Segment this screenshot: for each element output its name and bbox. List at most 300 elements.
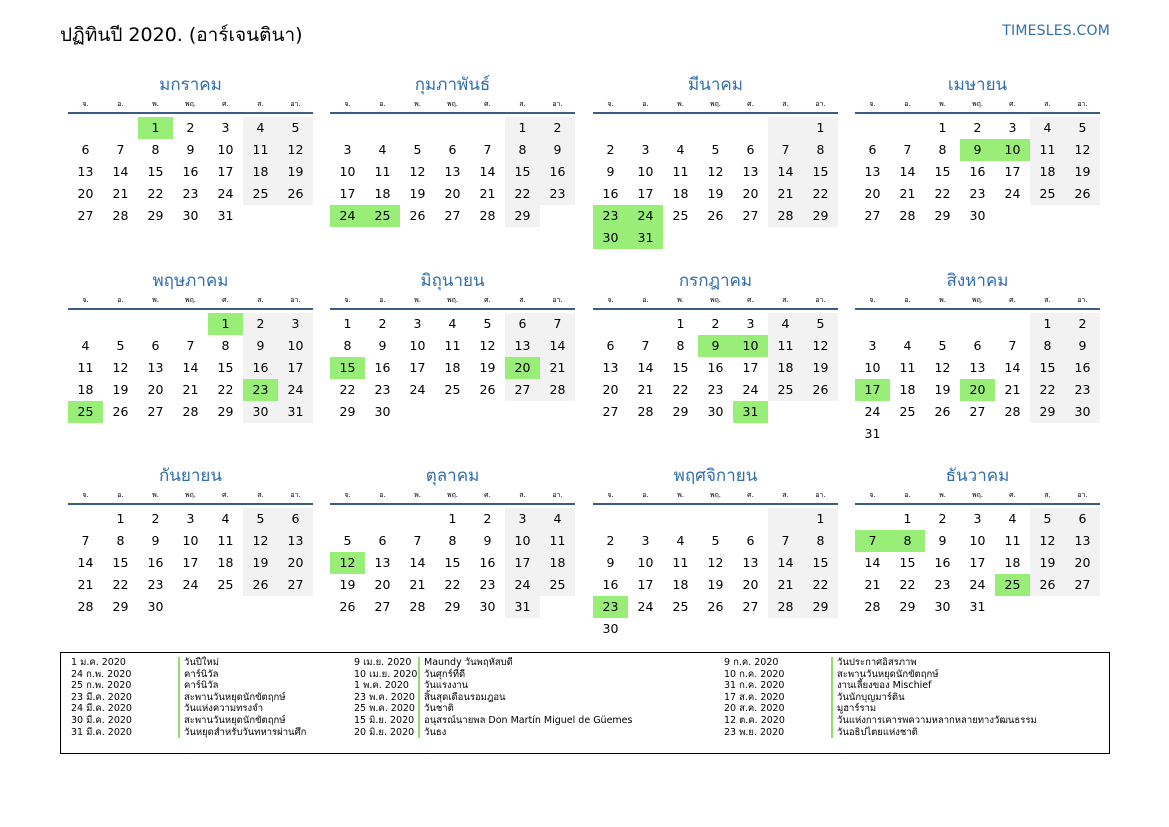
day-cell[interactable]: 6 — [746, 533, 755, 548]
day-cell[interactable]: 26 — [707, 599, 724, 614]
day-cell[interactable]: 20 — [742, 186, 759, 201]
day-cell[interactable]: 6 — [606, 338, 615, 353]
day-cell[interactable]: 4 — [676, 533, 685, 548]
day-cell[interactable]: 12 — [707, 164, 724, 179]
day-cell[interactable]: 31 — [217, 208, 234, 223]
day-cell[interactable]: 27 — [864, 208, 881, 223]
day-cell[interactable]: 12 — [278, 139, 313, 161]
day-cell[interactable]: 9 — [606, 164, 615, 179]
day-cell[interactable]: 1 — [343, 316, 352, 331]
day-cell[interactable]: 13 — [969, 360, 986, 375]
day-cell[interactable]: 28 — [409, 599, 426, 614]
day-cell[interactable]: 28 — [637, 404, 654, 419]
day-cell[interactable]: 11 — [672, 555, 689, 570]
day-cell[interactable]: 31 — [969, 599, 986, 614]
day-cell[interactable]: 9 — [151, 533, 160, 548]
holiday-day-cell[interactable]: 17 — [855, 379, 890, 401]
day-cell[interactable]: 27 — [602, 404, 619, 419]
day-cell[interactable]: 10 — [278, 335, 313, 357]
day-cell[interactable]: 4 — [1030, 117, 1065, 139]
day-cell[interactable]: 17 — [339, 186, 356, 201]
day-cell[interactable]: 22 — [112, 577, 129, 592]
day-cell[interactable]: 5 — [803, 313, 838, 335]
day-cell[interactable]: 14 — [479, 164, 496, 179]
day-cell[interactable]: 2 — [1065, 313, 1100, 335]
day-cell[interactable]: 15 — [505, 161, 540, 183]
day-cell[interactable]: 6 — [746, 142, 755, 157]
day-cell[interactable]: 3 — [278, 313, 313, 335]
day-cell[interactable]: 29 — [217, 404, 234, 419]
day-cell[interactable]: 8 — [151, 142, 160, 157]
day-cell[interactable]: 11 — [768, 335, 803, 357]
day-cell[interactable]: 1 — [803, 117, 838, 139]
day-cell[interactable]: 27 — [278, 574, 313, 596]
day-cell[interactable]: 24 — [217, 186, 234, 201]
holiday-day-cell[interactable]: 9 — [960, 139, 995, 161]
day-cell[interactable]: 20 — [374, 577, 391, 592]
day-cell[interactable]: 15 — [803, 161, 838, 183]
day-cell[interactable]: 10 — [864, 360, 881, 375]
day-cell[interactable]: 14 — [768, 552, 803, 574]
site-link[interactable]: TIMESLES.COM — [1002, 23, 1110, 39]
day-cell[interactable]: 26 — [409, 208, 426, 223]
day-cell[interactable]: 19 — [112, 382, 129, 397]
day-cell[interactable]: 3 — [343, 142, 352, 157]
day-cell[interactable]: 13 — [1065, 530, 1100, 552]
day-cell[interactable]: 7 — [116, 142, 125, 157]
day-cell[interactable]: 19 — [1030, 552, 1065, 574]
day-cell[interactable]: 12 — [1030, 530, 1065, 552]
day-cell[interactable]: 1 — [505, 117, 540, 139]
day-cell[interactable]: 23 — [707, 382, 724, 397]
day-cell[interactable]: 28 — [540, 379, 575, 401]
day-cell[interactable]: 10 — [637, 555, 654, 570]
day-cell[interactable]: 26 — [479, 382, 496, 397]
day-cell[interactable]: 17 — [1004, 164, 1021, 179]
day-cell[interactable]: 9 — [938, 533, 947, 548]
day-cell[interactable]: 30 — [969, 208, 986, 223]
day-cell[interactable]: 19 — [803, 357, 838, 379]
day-cell[interactable]: 18 — [672, 577, 689, 592]
day-cell[interactable]: 19 — [479, 360, 496, 375]
day-cell[interactable]: 4 — [768, 313, 803, 335]
day-cell[interactable]: 8 — [803, 139, 838, 161]
day-cell[interactable]: 21 — [1004, 382, 1021, 397]
day-cell[interactable]: 21 — [864, 577, 881, 592]
day-cell[interactable]: 24 — [969, 577, 986, 592]
day-cell[interactable]: 8 — [803, 530, 838, 552]
holiday-day-cell[interactable]: 23 — [243, 379, 278, 401]
day-cell[interactable]: 24 — [505, 574, 540, 596]
day-cell[interactable]: 1 — [676, 316, 685, 331]
day-cell[interactable]: 26 — [707, 208, 724, 223]
day-cell[interactable]: 18 — [243, 161, 278, 183]
day-cell[interactable]: 1 — [1030, 313, 1065, 335]
day-cell[interactable]: 12 — [479, 338, 496, 353]
holiday-day-cell[interactable]: 1 — [138, 117, 173, 139]
day-cell[interactable]: 24 — [182, 577, 199, 592]
day-cell[interactable]: 5 — [711, 533, 720, 548]
day-cell[interactable]: 29 — [672, 404, 689, 419]
day-cell[interactable]: 7 — [483, 142, 492, 157]
day-cell[interactable]: 18 — [1004, 555, 1021, 570]
day-cell[interactable]: 13 — [505, 335, 540, 357]
day-cell[interactable]: 11 — [1030, 139, 1065, 161]
day-cell[interactable]: 2 — [711, 316, 720, 331]
day-cell[interactable]: 20 — [864, 186, 881, 201]
day-cell[interactable]: 7 — [768, 139, 803, 161]
day-cell[interactable]: 5 — [243, 508, 278, 530]
day-cell[interactable]: 3 — [505, 508, 540, 530]
day-cell[interactable]: 11 — [243, 139, 278, 161]
day-cell[interactable]: 4 — [676, 142, 685, 157]
day-cell[interactable]: 1 — [938, 120, 947, 135]
day-cell[interactable]: 25 — [243, 183, 278, 205]
day-cell[interactable]: 14 — [637, 360, 654, 375]
day-cell[interactable]: 6 — [868, 142, 877, 157]
day-cell[interactable]: 29 — [934, 208, 951, 223]
day-cell[interactable]: 30 — [243, 401, 278, 423]
day-cell[interactable]: 5 — [711, 142, 720, 157]
day-cell[interactable]: 20 — [602, 382, 619, 397]
day-cell[interactable]: 26 — [1030, 574, 1065, 596]
day-cell[interactable]: 9 — [1065, 335, 1100, 357]
holiday-day-cell[interactable]: 23 — [593, 205, 628, 227]
day-cell[interactable]: 10 — [505, 530, 540, 552]
day-cell[interactable]: 9 — [483, 533, 492, 548]
day-cell[interactable]: 13 — [374, 555, 391, 570]
day-cell[interactable]: 13 — [444, 164, 461, 179]
day-cell[interactable]: 22 — [1030, 379, 1065, 401]
day-cell[interactable]: 13 — [742, 164, 759, 179]
day-cell[interactable]: 22 — [505, 183, 540, 205]
day-cell[interactable]: 15 — [147, 164, 164, 179]
day-cell[interactable]: 5 — [483, 316, 492, 331]
day-cell[interactable]: 2 — [378, 316, 387, 331]
day-cell[interactable]: 19 — [934, 382, 951, 397]
day-cell[interactable]: 29 — [803, 596, 838, 618]
day-cell[interactable]: 13 — [77, 164, 94, 179]
day-cell[interactable]: 15 — [934, 164, 951, 179]
day-cell[interactable]: 22 — [217, 382, 234, 397]
day-cell[interactable]: 22 — [803, 183, 838, 205]
day-cell[interactable]: 9 — [378, 338, 387, 353]
day-cell[interactable]: 18 — [1030, 161, 1065, 183]
day-cell[interactable]: 29 — [444, 599, 461, 614]
day-cell[interactable]: 24 — [1004, 186, 1021, 201]
day-cell[interactable]: 22 — [147, 186, 164, 201]
day-cell[interactable]: 30 — [934, 599, 951, 614]
day-cell[interactable]: 1 — [903, 511, 912, 526]
day-cell[interactable]: 16 — [934, 555, 951, 570]
day-cell[interactable]: 22 — [444, 577, 461, 592]
day-cell[interactable]: 22 — [339, 382, 356, 397]
day-cell[interactable]: 28 — [899, 208, 916, 223]
day-cell[interactable]: 31 — [505, 596, 540, 618]
holiday-day-cell[interactable]: 20 — [960, 379, 995, 401]
day-cell[interactable]: 7 — [768, 530, 803, 552]
day-cell[interactable]: 24 — [278, 379, 313, 401]
day-cell[interactable]: 23 — [182, 186, 199, 201]
day-cell[interactable]: 5 — [343, 533, 352, 548]
day-cell[interactable]: 8 — [505, 139, 540, 161]
holiday-day-cell[interactable]: 25 — [68, 401, 103, 423]
day-cell[interactable]: 23 — [934, 577, 951, 592]
holiday-day-cell[interactable]: 31 — [733, 401, 768, 423]
day-cell[interactable]: 4 — [243, 117, 278, 139]
day-cell[interactable]: 20 — [278, 552, 313, 574]
day-cell[interactable]: 30 — [1065, 401, 1100, 423]
day-cell[interactable]: 15 — [444, 555, 461, 570]
day-cell[interactable]: 9 — [243, 335, 278, 357]
day-cell[interactable]: 20 — [77, 186, 94, 201]
day-cell[interactable]: 9 — [606, 555, 615, 570]
day-cell[interactable]: 10 — [217, 142, 234, 157]
day-cell[interactable]: 17 — [409, 360, 426, 375]
day-cell[interactable]: 27 — [505, 379, 540, 401]
day-cell[interactable]: 29 — [899, 599, 916, 614]
day-cell[interactable]: 18 — [672, 186, 689, 201]
day-cell[interactable]: 10 — [339, 164, 356, 179]
day-cell[interactable]: 27 — [77, 208, 94, 223]
day-cell[interactable]: 18 — [768, 357, 803, 379]
day-cell[interactable]: 18 — [540, 552, 575, 574]
day-cell[interactable]: 22 — [899, 577, 916, 592]
day-cell[interactable]: 11 — [217, 533, 234, 548]
day-cell[interactable]: 2 — [483, 511, 492, 526]
day-cell[interactable]: 16 — [147, 555, 164, 570]
day-cell[interactable]: 17 — [278, 357, 313, 379]
day-cell[interactable]: 28 — [768, 205, 803, 227]
day-cell[interactable]: 16 — [602, 577, 619, 592]
day-cell[interactable]: 8 — [938, 142, 947, 157]
day-cell[interactable]: 7 — [186, 338, 195, 353]
day-cell[interactable]: 5 — [1065, 117, 1100, 139]
day-cell[interactable]: 14 — [768, 161, 803, 183]
day-cell[interactable]: 20 — [147, 382, 164, 397]
day-cell[interactable]: 26 — [1065, 183, 1100, 205]
day-cell[interactable]: 15 — [899, 555, 916, 570]
day-cell[interactable]: 5 — [1030, 508, 1065, 530]
day-cell[interactable]: 4 — [1008, 511, 1017, 526]
day-cell[interactable]: 19 — [409, 186, 426, 201]
day-cell[interactable]: 18 — [217, 555, 234, 570]
day-cell[interactable]: 23 — [540, 183, 575, 205]
day-cell[interactable]: 2 — [151, 511, 160, 526]
day-cell[interactable]: 26 — [339, 599, 356, 614]
day-cell[interactable]: 13 — [278, 530, 313, 552]
day-cell[interactable]: 21 — [768, 574, 803, 596]
day-cell[interactable]: 14 — [899, 164, 916, 179]
day-cell[interactable]: 6 — [448, 142, 457, 157]
day-cell[interactable]: 3 — [641, 142, 650, 157]
day-cell[interactable]: 23 — [147, 577, 164, 592]
day-cell[interactable]: 10 — [969, 533, 986, 548]
day-cell[interactable]: 6 — [278, 508, 313, 530]
holiday-day-cell[interactable]: 24 — [628, 205, 663, 227]
day-cell[interactable]: 7 — [540, 313, 575, 335]
day-cell[interactable]: 5 — [938, 338, 947, 353]
day-cell[interactable]: 21 — [409, 577, 426, 592]
day-cell[interactable]: 27 — [742, 599, 759, 614]
day-cell[interactable]: 6 — [505, 313, 540, 335]
day-cell[interactable]: 16 — [540, 161, 575, 183]
day-cell[interactable]: 8 — [116, 533, 125, 548]
holiday-day-cell[interactable]: 8 — [890, 530, 925, 552]
day-cell[interactable]: 4 — [221, 511, 230, 526]
day-cell[interactable]: 24 — [864, 404, 881, 419]
day-cell[interactable]: 17 — [637, 577, 654, 592]
day-cell[interactable]: 16 — [707, 360, 724, 375]
day-cell[interactable]: 16 — [182, 164, 199, 179]
day-cell[interactable]: 22 — [803, 574, 838, 596]
day-cell[interactable]: 30 — [707, 404, 724, 419]
day-cell[interactable]: 20 — [1065, 552, 1100, 574]
day-cell[interactable]: 21 — [112, 186, 129, 201]
day-cell[interactable]: 28 — [112, 208, 129, 223]
day-cell[interactable]: 14 — [77, 555, 94, 570]
day-cell[interactable]: 26 — [803, 379, 838, 401]
day-cell[interactable]: 14 — [112, 164, 129, 179]
day-cell[interactable]: 11 — [540, 530, 575, 552]
day-cell[interactable]: 28 — [479, 208, 496, 223]
day-cell[interactable]: 6 — [81, 142, 90, 157]
day-cell[interactable]: 2 — [606, 533, 615, 548]
day-cell[interactable]: 2 — [606, 142, 615, 157]
day-cell[interactable]: 2 — [938, 511, 947, 526]
day-cell[interactable]: 6 — [1065, 508, 1100, 530]
day-cell[interactable]: 27 — [374, 599, 391, 614]
day-cell[interactable]: 2 — [540, 117, 575, 139]
day-cell[interactable]: 26 — [243, 574, 278, 596]
holiday-day-cell[interactable]: 1 — [208, 313, 243, 335]
day-cell[interactable]: 30 — [182, 208, 199, 223]
day-cell[interactable]: 24 — [409, 382, 426, 397]
day-cell[interactable]: 11 — [77, 360, 94, 375]
day-cell[interactable]: 25 — [672, 208, 689, 223]
day-cell[interactable]: 15 — [217, 360, 234, 375]
day-cell[interactable]: 16 — [969, 164, 986, 179]
day-cell[interactable]: 7 — [641, 338, 650, 353]
day-cell[interactable]: 14 — [540, 335, 575, 357]
day-cell[interactable]: 8 — [1030, 335, 1065, 357]
holiday-day-cell[interactable]: 31 — [628, 227, 663, 249]
day-cell[interactable]: 23 — [479, 577, 496, 592]
day-cell[interactable]: 23 — [374, 382, 391, 397]
day-cell[interactable]: 17 — [742, 360, 759, 375]
day-cell[interactable]: 26 — [934, 404, 951, 419]
day-cell[interactable]: 2 — [973, 120, 982, 135]
day-cell[interactable]: 17 — [182, 555, 199, 570]
day-cell[interactable]: 28 — [768, 596, 803, 618]
day-cell[interactable]: 4 — [540, 508, 575, 530]
day-cell[interactable]: 13 — [742, 555, 759, 570]
day-cell[interactable]: 18 — [77, 382, 94, 397]
day-cell[interactable]: 12 — [409, 164, 426, 179]
holiday-day-cell[interactable]: 7 — [855, 530, 890, 552]
day-cell[interactable]: 23 — [969, 186, 986, 201]
day-cell[interactable]: 28 — [77, 599, 94, 614]
day-cell[interactable]: 20 — [742, 577, 759, 592]
day-cell[interactable]: 30 — [147, 599, 164, 614]
day-cell[interactable]: 25 — [217, 577, 234, 592]
holiday-day-cell[interactable]: 25 — [995, 574, 1030, 596]
day-cell[interactable]: 15 — [803, 552, 838, 574]
day-cell[interactable]: 29 — [339, 404, 356, 419]
day-cell[interactable]: 16 — [479, 555, 496, 570]
day-cell[interactable]: 6 — [973, 338, 982, 353]
day-cell[interactable]: 21 — [77, 577, 94, 592]
day-cell[interactable]: 11 — [899, 360, 916, 375]
day-cell[interactable]: 25 — [444, 382, 461, 397]
day-cell[interactable]: 11 — [1004, 533, 1021, 548]
day-cell[interactable]: 30 — [479, 599, 496, 614]
day-cell[interactable]: 31 — [278, 401, 313, 423]
day-cell[interactable]: 16 — [243, 357, 278, 379]
day-cell[interactable]: 19 — [339, 577, 356, 592]
day-cell[interactable]: 27 — [147, 404, 164, 419]
day-cell[interactable]: 13 — [864, 164, 881, 179]
day-cell[interactable]: 28 — [1004, 404, 1021, 419]
day-cell[interactable]: 27 — [969, 404, 986, 419]
day-cell[interactable]: 15 — [112, 555, 129, 570]
day-cell[interactable]: 11 — [374, 164, 391, 179]
day-cell[interactable]: 7 — [81, 533, 90, 548]
day-cell[interactable]: 25 — [768, 379, 803, 401]
day-cell[interactable]: 28 — [182, 404, 199, 419]
day-cell[interactable]: 18 — [899, 382, 916, 397]
day-cell[interactable]: 12 — [803, 335, 838, 357]
day-cell[interactable]: 12 — [934, 360, 951, 375]
day-cell[interactable]: 1 — [116, 511, 125, 526]
day-cell[interactable]: 25 — [899, 404, 916, 419]
day-cell[interactable]: 16 — [374, 360, 391, 375]
holiday-day-cell[interactable]: 15 — [330, 357, 365, 379]
holiday-day-cell[interactable]: 25 — [365, 205, 400, 227]
day-cell[interactable]: 16 — [1065, 357, 1100, 379]
day-cell[interactable]: 21 — [637, 382, 654, 397]
day-cell[interactable]: 26 — [278, 183, 313, 205]
day-cell[interactable]: 3 — [641, 533, 650, 548]
day-cell[interactable]: 21 — [182, 382, 199, 397]
holiday-day-cell[interactable]: 10 — [733, 335, 768, 357]
day-cell[interactable]: 12 — [112, 360, 129, 375]
day-cell[interactable]: 3 — [413, 316, 422, 331]
day-cell[interactable]: 21 — [479, 186, 496, 201]
day-cell[interactable]: 29 — [147, 208, 164, 223]
day-cell[interactable]: 16 — [602, 186, 619, 201]
day-cell[interactable]: 2 — [186, 120, 195, 135]
holiday-day-cell[interactable]: 9 — [698, 335, 733, 357]
day-cell[interactable]: 28 — [864, 599, 881, 614]
day-cell[interactable]: 24 — [742, 382, 759, 397]
day-cell[interactable]: 27 — [1065, 574, 1100, 596]
day-cell[interactable]: 19 — [278, 161, 313, 183]
day-cell[interactable]: 11 — [672, 164, 689, 179]
day-cell[interactable]: 2 — [243, 313, 278, 335]
day-cell[interactable]: 12 — [1065, 139, 1100, 161]
day-cell[interactable]: 17 — [969, 555, 986, 570]
day-cell[interactable]: 3 — [973, 511, 982, 526]
day-cell[interactable]: 5 — [413, 142, 422, 157]
day-cell[interactable]: 19 — [707, 186, 724, 201]
day-cell[interactable]: 13 — [602, 360, 619, 375]
day-cell[interactable]: 29 — [1030, 401, 1065, 423]
day-cell[interactable]: 11 — [444, 338, 461, 353]
day-cell[interactable]: 15 — [1030, 357, 1065, 379]
holiday-day-cell[interactable]: 24 — [330, 205, 365, 227]
day-cell[interactable]: 22 — [672, 382, 689, 397]
